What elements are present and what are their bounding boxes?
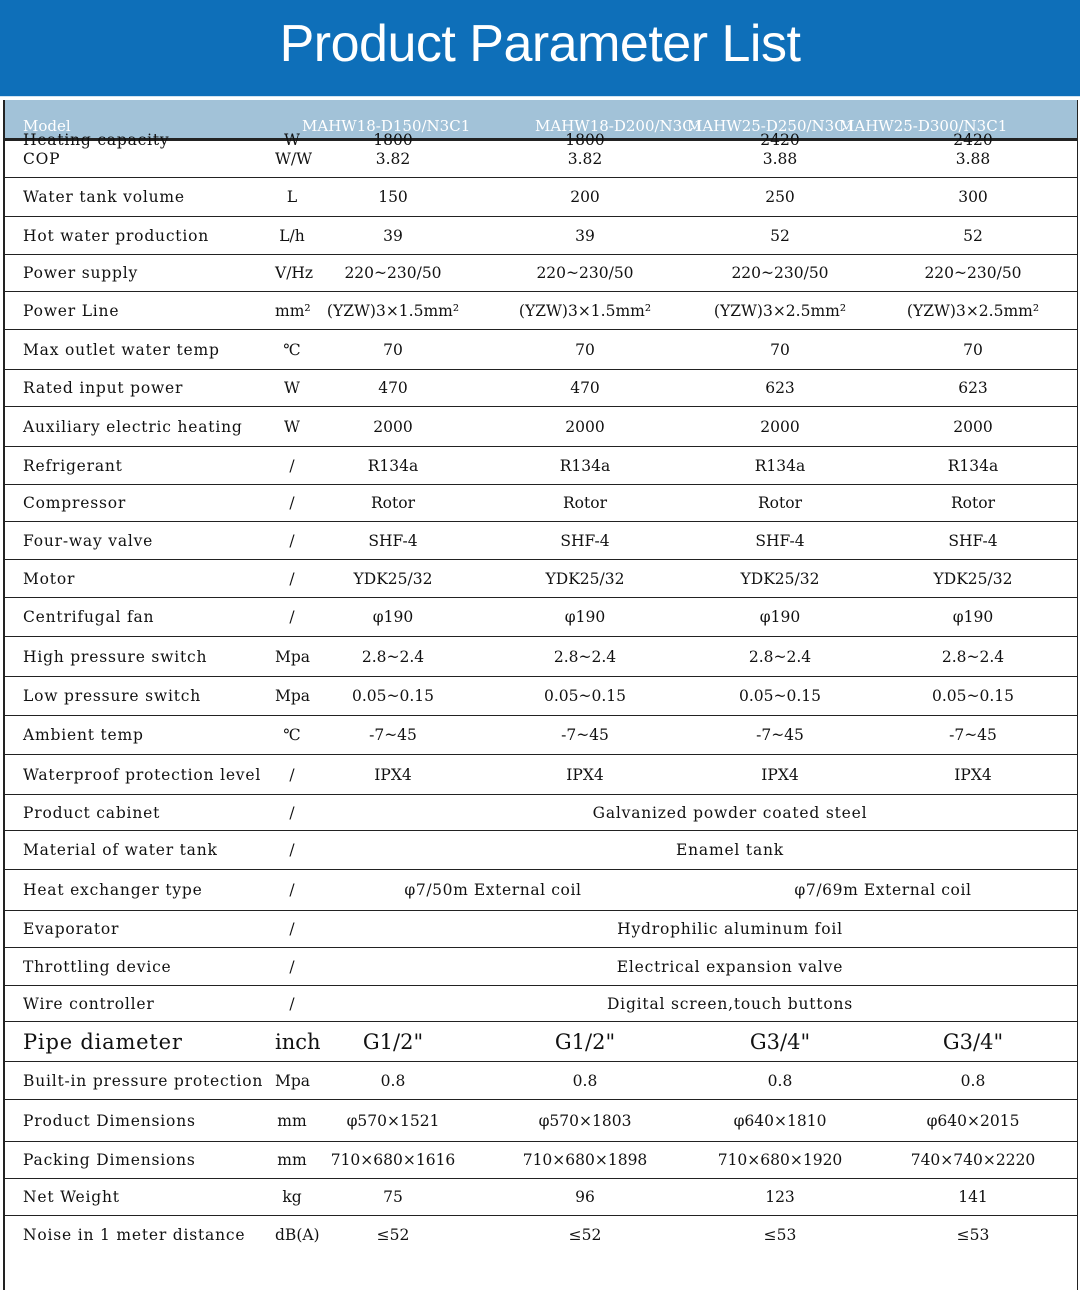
param-name: Rated input power — [23, 379, 184, 397]
param-value-4: 52 — [963, 226, 983, 245]
param-value-all: Galvanized powder coated steel — [592, 803, 868, 822]
param-value-2: 0.05~0.15 — [543, 687, 627, 705]
param-value-1: 0.05~0.15 — [351, 687, 435, 705]
param-name: Built-in pressure protection — [23, 1071, 264, 1090]
param-value-2: -7~45 — [561, 726, 609, 744]
param-value-2: 39 — [575, 226, 595, 245]
param-value-1: 710×680×1616 — [330, 1151, 456, 1169]
param-value-4: 0.05~0.15 — [931, 687, 1015, 705]
param-name: Compressor — [23, 494, 127, 512]
param-value-2: 710×680×1898 — [522, 1151, 648, 1169]
param-value-1: 470 — [378, 379, 408, 397]
param-value-2: SHF-4 — [560, 531, 610, 550]
param-value-4: Rotor — [951, 494, 995, 512]
param-unit: dB(A) — [275, 1226, 320, 1244]
param-value-1: 2.8~2.4 — [361, 647, 425, 666]
param-value-1: 70 — [383, 340, 403, 359]
param-unit: V/Hz — [275, 264, 314, 282]
param-name: Max outlet water temp — [23, 340, 220, 359]
param-value-3: SHF-4 — [755, 531, 805, 550]
header-model-2: MAHW18-D200/N3C1 — [535, 117, 704, 135]
param-value-3: R134a — [754, 456, 806, 475]
param-value-1: 1800 — [373, 131, 413, 149]
param-name: Evaporator — [23, 920, 120, 938]
header-model-1: MAHW18-D150/N3C1 — [302, 117, 471, 135]
table-row — [5, 370, 1077, 407]
table-row — [5, 598, 1077, 637]
table-row — [5, 677, 1077, 716]
param-value-2: (YZW)3×1.5mm² — [518, 301, 652, 320]
param-value-4: (YZW)3×2.5mm² — [906, 301, 1040, 320]
param-value-3: 52 — [770, 226, 790, 245]
param-unit: Mpa — [275, 647, 311, 666]
param-value-3: 220~230/50 — [731, 264, 829, 282]
param-value-4: R134a — [947, 456, 999, 475]
param-value-4: IPX4 — [954, 765, 992, 784]
param-value-1: -7~45 — [369, 726, 417, 744]
param-value-2: R134a — [559, 456, 611, 475]
param-name: Auxiliary electric heating — [23, 417, 243, 436]
table-row — [5, 447, 1077, 485]
param-value-4: φ190 — [952, 608, 994, 626]
table-row — [5, 1179, 1077, 1216]
table-row — [5, 485, 1077, 522]
param-unit: / — [289, 957, 295, 976]
param-unit: / — [289, 765, 295, 784]
param-value-1: R134a — [367, 456, 419, 475]
param-value-2: 2.8~2.4 — [553, 647, 617, 666]
param-value-2: 2000 — [565, 417, 605, 436]
param-value-3: Rotor — [758, 494, 802, 512]
param-name: Low pressure switch — [23, 687, 201, 705]
table-row — [5, 560, 1077, 598]
param-name: Motor — [23, 569, 76, 588]
param-unit: / — [289, 841, 295, 859]
param-value-1: ≤52 — [376, 1226, 410, 1244]
param-name: Heating capacity — [23, 131, 170, 149]
param-value-1: 220~230/50 — [344, 264, 442, 282]
param-value-1: SHF-4 — [368, 531, 418, 550]
param-name: Net Weight — [23, 1188, 120, 1206]
param-unit: ℃ — [283, 340, 301, 359]
param-value-4: 300 — [958, 188, 988, 206]
param-value-2: φ570×1803 — [538, 1111, 632, 1130]
param-value-4: ≤53 — [956, 1226, 990, 1244]
param-value-2: 70 — [575, 340, 595, 359]
param-value-1: G1/2" — [362, 1029, 424, 1054]
param-value-4: 220~230/50 — [924, 264, 1022, 282]
param-unit: kg — [282, 1188, 302, 1206]
param-name: Ambient temp — [23, 726, 144, 744]
param-value-1: 2000 — [373, 417, 413, 436]
table-row — [5, 870, 1077, 911]
param-unit: ℃ — [283, 726, 301, 744]
param-unit: / — [289, 494, 295, 512]
param-value-2: Rotor — [563, 494, 607, 512]
table-row — [5, 911, 1077, 948]
param-unit: / — [289, 531, 295, 550]
table-row — [5, 522, 1077, 560]
param-unit: / — [289, 994, 295, 1013]
header-model-4: MAHW25-D300/N3C1 — [839, 117, 1008, 135]
param-name: Noise in 1 meter distance — [23, 1226, 246, 1244]
title-banner — [0, 0, 1080, 97]
param-value-3: -7~45 — [756, 726, 804, 744]
param-name: Pipe diameter — [23, 1029, 183, 1054]
banner-divider — [0, 96, 1080, 97]
table-row — [5, 1100, 1077, 1142]
param-unit: / — [289, 608, 295, 626]
param-value-3: 0.8 — [767, 1071, 793, 1090]
param-name: Four-way valve — [23, 531, 154, 550]
param-value-1: 39 — [383, 226, 403, 245]
param-value-1: IPX4 — [374, 765, 412, 784]
param-name: Material of water tank — [23, 841, 218, 859]
param-value-4: -7~45 — [949, 726, 997, 744]
param-value-3: (YZW)3×2.5mm² — [713, 301, 847, 320]
table-row — [5, 1216, 1077, 1254]
param-value-4: 0.8 — [960, 1071, 986, 1090]
page-title: Product Parameter List — [279, 15, 801, 73]
param-name: Centrifugal fan — [23, 608, 155, 626]
param-value-2: YDK25/32 — [545, 569, 625, 588]
param-unit: W/W — [275, 149, 313, 168]
param-value-4: G3/4" — [942, 1029, 1004, 1054]
table-row — [5, 755, 1077, 795]
param-value-1: 75 — [383, 1188, 403, 1206]
param-unit: L — [286, 188, 298, 206]
param-value-1: 0.8 — [380, 1071, 406, 1090]
param-unit: / — [289, 803, 295, 822]
table-row — [5, 217, 1077, 255]
param-name: Power supply — [23, 264, 139, 282]
param-name: Product Dimensions — [23, 1111, 196, 1130]
parameter-table — [3, 100, 1078, 1290]
param-value-4: 2420 — [953, 131, 993, 149]
param-unit: W — [284, 131, 300, 149]
param-name: Power Line — [23, 301, 120, 320]
param-value-4: φ640×2015 — [926, 1111, 1020, 1130]
param-value-3: φ640×1810 — [733, 1111, 827, 1130]
param-value-all: Hydrophilic aluminum foil — [617, 920, 843, 938]
param-value-2: 200 — [570, 188, 600, 206]
param-value-1: 3.82 — [375, 149, 411, 168]
param-unit: inch — [275, 1029, 321, 1054]
table-row — [5, 140, 1077, 178]
param-value-all: Digital screen,touch buttons — [606, 994, 854, 1013]
param-value-2: ≤52 — [568, 1226, 602, 1244]
param-value-all: Electrical expansion valve — [616, 957, 844, 976]
param-value-4: 141 — [958, 1188, 988, 1206]
param-name: Throttling device — [23, 957, 172, 976]
param-value-2: IPX4 — [566, 765, 604, 784]
param-value-half-1: φ7/50m External coil — [404, 881, 582, 899]
table-row — [5, 716, 1077, 755]
param-value-3: 710×680×1920 — [717, 1151, 843, 1169]
param-value-1: YDK25/32 — [353, 569, 433, 588]
param-unit: mm² — [275, 301, 311, 320]
param-value-4: SHF-4 — [948, 531, 998, 550]
param-name: Refrigerant — [23, 456, 123, 475]
param-value-2: G1/2" — [554, 1029, 616, 1054]
param-name: Product cabinet — [23, 803, 161, 822]
param-name: High pressure switch — [23, 647, 208, 666]
param-name: Heat exchanger type — [23, 881, 203, 899]
param-value-2: 3.82 — [567, 149, 603, 168]
param-unit: / — [289, 456, 295, 475]
param-value-1: φ190 — [372, 608, 414, 626]
param-value-4: 2.8~2.4 — [941, 647, 1005, 666]
header-model-label: Model — [23, 117, 71, 135]
table-row — [5, 831, 1077, 870]
param-unit: mm — [277, 1111, 307, 1130]
param-name: COP — [23, 149, 61, 168]
param-unit: mm — [277, 1151, 307, 1169]
param-name: Wire controller — [23, 994, 155, 1013]
param-value-3: IPX4 — [761, 765, 799, 784]
param-unit: W — [284, 379, 300, 397]
param-value-3: 250 — [765, 188, 795, 206]
table-row — [5, 986, 1077, 1022]
param-value-4: YDK25/32 — [933, 569, 1013, 588]
param-value-3: YDK25/32 — [740, 569, 820, 588]
table-row — [5, 637, 1077, 677]
param-unit: Mpa — [275, 1071, 311, 1090]
table-row — [5, 795, 1077, 831]
table-row — [5, 948, 1077, 986]
param-value-1: (YZW)3×1.5mm² — [326, 301, 460, 320]
param-value-3: φ190 — [759, 608, 801, 626]
table-row — [5, 1022, 1077, 1062]
param-value-3: G3/4" — [749, 1029, 811, 1054]
table-row — [5, 292, 1077, 330]
param-value-3: 123 — [765, 1188, 795, 1206]
param-value-1: Rotor — [371, 494, 415, 512]
param-value-3: 623 — [765, 379, 795, 397]
table-row — [5, 255, 1077, 292]
param-value-1: φ570×1521 — [346, 1111, 440, 1130]
param-value-3: 2.8~2.4 — [748, 647, 812, 666]
param-value-2: 470 — [570, 379, 600, 397]
table-row — [5, 178, 1077, 217]
param-name: Packing Dimensions — [23, 1151, 196, 1169]
param-unit: / — [289, 569, 295, 588]
table-row — [5, 1062, 1077, 1100]
param-value-3: 3.88 — [762, 149, 798, 168]
param-value-2: 220~230/50 — [536, 264, 634, 282]
param-value-2: 96 — [575, 1188, 595, 1206]
table-row — [5, 1142, 1077, 1179]
param-name: Hot water production — [23, 226, 210, 245]
param-value-3: 2000 — [760, 417, 800, 436]
param-unit: / — [289, 920, 295, 938]
param-value-1: 150 — [378, 188, 408, 206]
param-value-3: 70 — [770, 340, 790, 359]
param-value-2: φ190 — [564, 608, 606, 626]
param-name: Waterproof protection level — [23, 765, 262, 784]
header-model-3: MAHW25-D250/N3C1 — [687, 117, 856, 135]
param-value-3: 2420 — [760, 131, 800, 149]
param-value-4: 3.88 — [955, 149, 991, 168]
param-unit: Mpa — [275, 687, 311, 705]
param-name: Water tank volume — [23, 188, 185, 206]
param-value-half-2: φ7/69m External coil — [794, 881, 972, 899]
param-unit: L/h — [279, 226, 305, 245]
param-unit: W — [284, 417, 300, 436]
param-value-3: ≤53 — [763, 1226, 797, 1244]
table-row — [5, 330, 1077, 370]
param-unit: / — [289, 881, 295, 899]
param-value-2: 1800 — [565, 131, 605, 149]
param-value-4: 2000 — [953, 417, 993, 436]
param-value-2: 0.8 — [572, 1071, 598, 1090]
param-value-4: 70 — [963, 340, 983, 359]
param-value-all: Enamel tank — [676, 841, 784, 859]
table-row — [5, 407, 1077, 447]
param-value-4: 740×740×2220 — [910, 1151, 1036, 1169]
param-value-3: 0.05~0.15 — [738, 687, 822, 705]
param-value-4: 623 — [958, 379, 988, 397]
